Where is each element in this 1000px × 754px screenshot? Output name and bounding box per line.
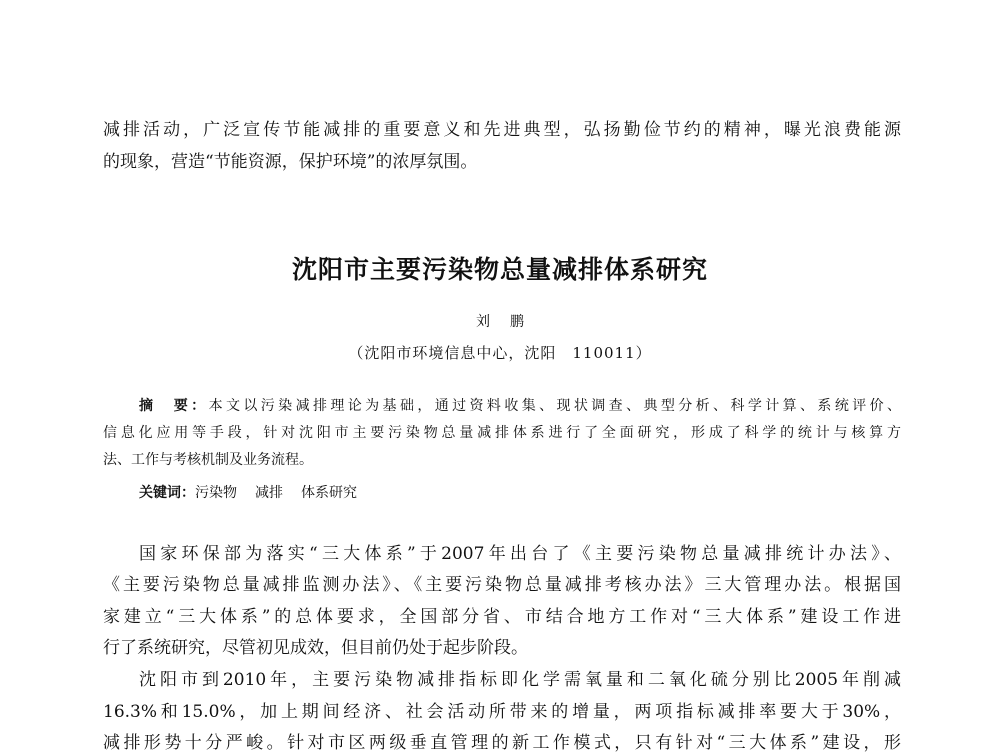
article-author: 刘鹏 [476,314,544,330]
preceding-text-line-2: 的现象，营造“节能资源，保护环境”的浓厚氛围。 [103,152,478,172]
abstract-text-1: 本文以污染减排理论为基础，通过资料收集、现状调查、典型分析、科学计算、系统评价、 [208,398,901,414]
abstract-label: 摘 要： [139,398,209,414]
preceding-text-line-1: 减排活动，广泛宣传节能减排的重要意义和先进典型，弘扬勤俭节约的精神，曝光浪费能源 [103,120,901,140]
abstract-line-1 [139,397,901,415]
article-title: 沈阳市主要污染物总量减排体系研究 [291,255,708,284]
body-line-4: 行了系统研究，尽管初见成效，但目前仍处于起步阶段。 [103,638,528,658]
abstract-line-2: 信息化应用等手段，针对沈阳市主要污染物总量减排体系进行了全面研究，形成了科学的统计与核算方 [103,425,901,441]
body-line-1: 国家环保部为落实“三大体系”于2007年出台了《主要污染物总量减排统计办法》、 [139,544,901,564]
keywords [139,484,375,502]
body-line-3: 家建立“三大体系”的总体要求，全国部分省、市结合地方工作对“三大体系”建设工作进 [103,607,901,627]
keywords-label: 关键词： [139,485,195,501]
body-line-7: 减排形势十分严峻。针对市区两级垂直管理的新工作模式，只有针对“三大体系”建设，形 [103,733,901,753]
keyword-1: 污染物 [195,485,237,501]
body-line-2: 《主要污染物总量减排监测办法》、《主要污染物总量减排考核办法》三大管理办法。根据国 [103,575,901,595]
body-line-6: 16.3%和15.0%，加上期间经济、社会活动所带来的增量，两项指标减排率要大于30%， [103,702,901,722]
keyword-2: 减排 [255,485,283,501]
body-line-5: 沈阳市到2010年，主要污染物减排指标即化学需氧量和二氧化硫分别比2005年削减 [139,670,901,690]
article-affiliation: （沈阳市环境信息中心，沈阳 110011） [348,344,652,362]
abstract-line-3: 法、工作与考核机制及业务流程。 [103,452,313,468]
keyword-3: 体系研究 [301,485,357,501]
